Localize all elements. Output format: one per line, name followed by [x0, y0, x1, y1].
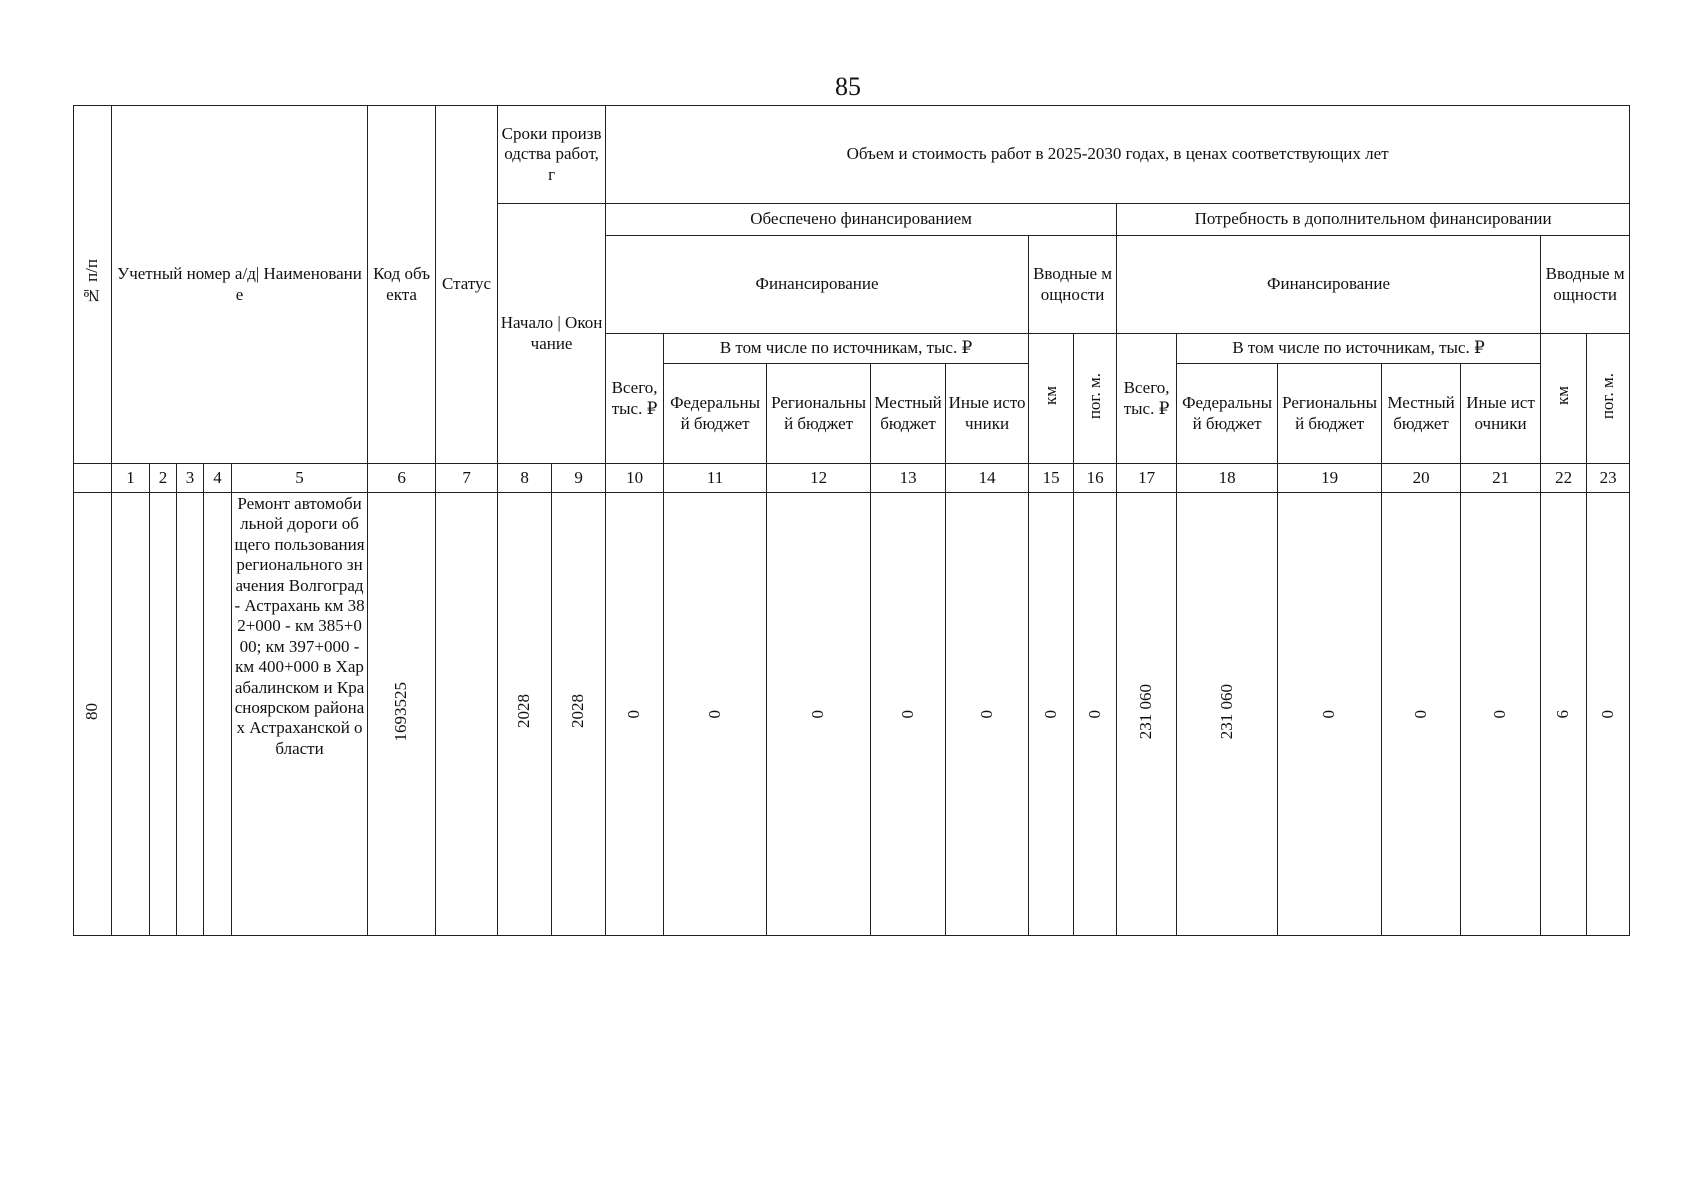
header-secured-capacity: Вводные мощности: [1029, 236, 1117, 334]
column-number: 20: [1382, 464, 1461, 493]
header-need: Потребность в дополнительном финансировании: [1117, 204, 1630, 236]
column-number: 15: [1029, 464, 1074, 493]
row-need-local: 0: [1382, 493, 1461, 936]
header-sec-km: км: [1029, 334, 1074, 464]
column-number: 16: [1074, 464, 1117, 493]
row-sec-federal: 0: [664, 493, 767, 936]
row-need-total: 231 060: [1117, 493, 1177, 936]
row-need-km: 6: [1541, 493, 1587, 936]
page-number: 85: [835, 72, 861, 101]
header-name: Учетный номер а/д| Наименование: [112, 106, 368, 464]
row-name: Ремонт автомобильной дороги общего пользования регионального значения Волгоград - Астрахань км 382+000 - км 385+000; км 397+000 - км 400+000 в Харабалинском и Красноярском районах Астраханской области: [232, 493, 368, 936]
column-number: 8: [498, 464, 552, 493]
header-need-regional: Региональный бюджет: [1278, 364, 1382, 464]
header-need-other: Иные источники: [1461, 364, 1541, 464]
header-need-capacity: Вводные мощности: [1541, 236, 1630, 334]
header-need-local: Местный бюджет: [1382, 364, 1461, 464]
row-col-4: [204, 493, 232, 936]
column-number: 4: [204, 464, 232, 493]
column-number: 12: [767, 464, 871, 493]
row-col-3: [177, 493, 204, 936]
column-number: 18: [1177, 464, 1278, 493]
header-sec-total: Всего, тыс. ₽: [606, 334, 664, 464]
header-period-sub: Начало | Окончание: [498, 204, 606, 464]
header-period: Сроки производства работ, г: [498, 106, 606, 204]
row-sec-km: 0: [1029, 493, 1074, 936]
header-code: Код объекта: [368, 106, 436, 464]
column-number: 19: [1278, 464, 1382, 493]
table-row: [74, 493, 1630, 936]
row-need-other: 0: [1461, 493, 1541, 936]
column-number-blank: [74, 464, 112, 493]
row-start: 2028: [498, 493, 552, 936]
column-number: 14: [946, 464, 1029, 493]
column-number: 5: [232, 464, 368, 493]
header-need-federal: Федеральный бюджет: [1177, 364, 1278, 464]
row-sec-other: 0: [946, 493, 1029, 936]
column-number: 23: [1587, 464, 1630, 493]
row-need-regional: 0: [1278, 493, 1382, 936]
row-sec-total: 0: [606, 493, 664, 936]
row-status: [436, 493, 498, 936]
header-sec-other: Иные источники: [946, 364, 1029, 464]
column-number: 10: [606, 464, 664, 493]
header-sec-by-sources: В том числе по источникам, тыс. ₽: [664, 334, 1029, 364]
header-need-pog-m: пог. м.: [1587, 334, 1630, 464]
column-number: 1: [112, 464, 150, 493]
header-num: № п/п: [74, 106, 112, 464]
header-sec-regional: Региональный бюджет: [767, 364, 871, 464]
works-table: [73, 105, 1630, 936]
column-numbers-row: [74, 464, 1630, 493]
column-number: 22: [1541, 464, 1587, 493]
column-number: 13: [871, 464, 946, 493]
row-need-federal: 231 060: [1177, 493, 1278, 936]
row-code: 1693525: [368, 493, 436, 936]
row-sec-pog-m: 0: [1074, 493, 1117, 936]
column-number: 21: [1461, 464, 1541, 493]
column-number: 7: [436, 464, 498, 493]
header-need-by-sources: В том числе по источникам, тыс. ₽: [1177, 334, 1541, 364]
row-col-1: [112, 493, 150, 936]
row-need-pog-m: 0: [1587, 493, 1630, 936]
header-status: Статус: [436, 106, 498, 464]
column-number: 6: [368, 464, 436, 493]
column-number: 3: [177, 464, 204, 493]
header-sec-local: Местный бюджет: [871, 364, 946, 464]
header-secured-financing: Финансирование: [606, 236, 1029, 334]
header-need-total: Всего, тыс. ₽: [1117, 334, 1177, 464]
row-col-2: [150, 493, 177, 936]
column-number: 9: [552, 464, 606, 493]
header-need-km: км: [1541, 334, 1587, 464]
column-number: 17: [1117, 464, 1177, 493]
row-num: 80: [74, 493, 112, 936]
column-number: 11: [664, 464, 767, 493]
row-end: 2028: [552, 493, 606, 936]
header-need-financing: Финансирование: [1117, 236, 1541, 334]
header-volume: Объем и стоимость работ в 2025-2030 годах, в ценах соответствующих лет: [606, 106, 1630, 204]
header-sec-pog-m: пог. м.: [1074, 334, 1117, 464]
header-sec-federal: Федеральный бюджет: [664, 364, 767, 464]
column-number: 2: [150, 464, 177, 493]
row-sec-regional: 0: [767, 493, 871, 936]
row-sec-local: 0: [871, 493, 946, 936]
header-secured: Обеспечено финансированием: [606, 204, 1117, 236]
